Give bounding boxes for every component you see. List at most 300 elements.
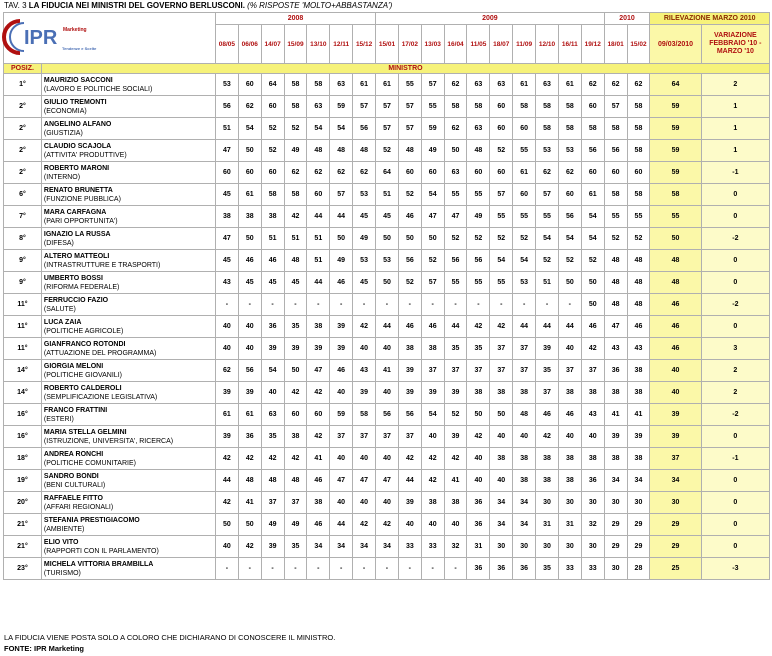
variation-cell: 0 bbox=[701, 184, 769, 206]
value-cell: 29 bbox=[627, 514, 650, 536]
minister-cell bbox=[41, 162, 215, 184]
value-cell: 34 bbox=[513, 492, 536, 514]
current-value-cell: 48 bbox=[650, 272, 701, 294]
value-cell: 58 bbox=[353, 404, 376, 426]
value-cell: 32 bbox=[444, 536, 467, 558]
value-cell: 39 bbox=[536, 338, 559, 360]
value-cell: 40 bbox=[490, 426, 513, 448]
variation-cell: 0 bbox=[701, 272, 769, 294]
value-cell: 40 bbox=[558, 338, 581, 360]
value-cell: 57 bbox=[376, 96, 399, 118]
value-cell: - bbox=[353, 558, 376, 580]
value-cell: 30 bbox=[604, 492, 627, 514]
value-cell: 51 bbox=[536, 272, 559, 294]
value-cell: 53 bbox=[215, 74, 238, 96]
value-cell: 54 bbox=[421, 184, 444, 206]
value-cell: 52 bbox=[558, 250, 581, 272]
date-header: 06/06 bbox=[238, 25, 261, 64]
value-cell: 34 bbox=[513, 514, 536, 536]
value-cell: 37 bbox=[490, 338, 513, 360]
value-cell: 48 bbox=[398, 140, 421, 162]
variation-cell: 1 bbox=[701, 140, 769, 162]
value-cell: 60 bbox=[581, 96, 604, 118]
value-cell: 34 bbox=[307, 536, 330, 558]
value-cell: 39 bbox=[284, 338, 307, 360]
value-cell: 58 bbox=[284, 74, 307, 96]
trust-table bbox=[3, 12, 770, 580]
current-value-cell: 37 bbox=[650, 448, 701, 470]
minister-cell bbox=[41, 294, 215, 316]
value-cell: 30 bbox=[536, 492, 559, 514]
value-cell: 39 bbox=[398, 382, 421, 404]
value-cell: 51 bbox=[284, 228, 307, 250]
value-cell: 35 bbox=[284, 316, 307, 338]
value-cell: 54 bbox=[490, 250, 513, 272]
value-cell: 46 bbox=[307, 470, 330, 492]
value-cell: 50 bbox=[444, 140, 467, 162]
minister-role: (SEMPLIFICAZIONE LEGISLATIVA) bbox=[43, 393, 158, 401]
value-cell: 41 bbox=[444, 470, 467, 492]
variation-header-line: VARIAZIONE bbox=[714, 32, 757, 40]
value-cell: 52 bbox=[513, 228, 536, 250]
minister-role: (ECONOMIA) bbox=[43, 107, 87, 115]
value-cell: - bbox=[261, 558, 284, 580]
minister-name: GIORGIA MELONI bbox=[43, 362, 104, 370]
minister-name: FRANCO FRATTINI bbox=[43, 406, 108, 414]
value-cell: 45 bbox=[353, 206, 376, 228]
value-cell: 44 bbox=[444, 316, 467, 338]
current-value-cell: 55 bbox=[650, 206, 701, 228]
value-cell: 40 bbox=[421, 514, 444, 536]
current-value-cell: 40 bbox=[650, 360, 701, 382]
value-cell: 48 bbox=[627, 294, 650, 316]
variation-cell: 3 bbox=[701, 338, 769, 360]
title-main: LA FIDUCIA NEI MINISTRI DEL GOVERNO BERLUSCONI. bbox=[28, 1, 245, 10]
minister-cell bbox=[41, 140, 215, 162]
value-cell: 38 bbox=[581, 382, 604, 404]
value-cell: - bbox=[490, 294, 513, 316]
variation-cell: 0 bbox=[701, 470, 769, 492]
value-cell: 37 bbox=[490, 360, 513, 382]
value-cell: 40 bbox=[215, 338, 238, 360]
minister-cell bbox=[41, 272, 215, 294]
date-header: 19/12 bbox=[581, 25, 604, 64]
value-cell: 39 bbox=[398, 492, 421, 514]
minister-role: (INTRASTRUTTURE E TRASPORTI) bbox=[43, 261, 161, 269]
value-cell: 31 bbox=[467, 536, 490, 558]
value-cell: - bbox=[536, 294, 559, 316]
value-cell: 40 bbox=[398, 514, 421, 536]
value-cell: 56 bbox=[558, 206, 581, 228]
year-2008: 2008 bbox=[215, 13, 375, 25]
value-cell: 37 bbox=[398, 426, 421, 448]
value-cell: 41 bbox=[307, 448, 330, 470]
value-cell: - bbox=[284, 294, 307, 316]
value-cell: 37 bbox=[261, 492, 284, 514]
value-cell: 60 bbox=[490, 162, 513, 184]
value-cell: 40 bbox=[376, 448, 399, 470]
value-cell: 39 bbox=[215, 426, 238, 448]
value-cell: 58 bbox=[558, 96, 581, 118]
table-row bbox=[4, 338, 770, 360]
value-cell: 44 bbox=[307, 272, 330, 294]
value-cell: 63 bbox=[536, 74, 559, 96]
minister-role: (DIFESA) bbox=[43, 239, 74, 247]
current-value-cell: 59 bbox=[650, 162, 701, 184]
value-cell: 39 bbox=[627, 426, 650, 448]
position-cell: 8° bbox=[4, 228, 42, 250]
value-cell: 40 bbox=[353, 448, 376, 470]
value-cell: 57 bbox=[353, 96, 376, 118]
value-cell: 38 bbox=[604, 382, 627, 404]
value-cell: 43 bbox=[215, 272, 238, 294]
value-cell: 49 bbox=[421, 140, 444, 162]
table-row bbox=[4, 382, 770, 404]
value-cell: 38 bbox=[284, 426, 307, 448]
value-cell: 55 bbox=[604, 206, 627, 228]
value-cell: 38 bbox=[215, 206, 238, 228]
date-header: 13/10 bbox=[307, 25, 330, 64]
value-cell: 52 bbox=[604, 228, 627, 250]
value-cell: 42 bbox=[353, 514, 376, 536]
value-cell: 38 bbox=[398, 338, 421, 360]
value-cell: 46 bbox=[398, 316, 421, 338]
value-cell: 39 bbox=[307, 338, 330, 360]
value-cell: 46 bbox=[307, 514, 330, 536]
date-header: 08/05 bbox=[215, 25, 238, 64]
value-cell: 38 bbox=[627, 360, 650, 382]
minister-name: SANDRO BONDI bbox=[43, 472, 99, 480]
value-cell: 51 bbox=[307, 228, 330, 250]
value-cell: 62 bbox=[558, 162, 581, 184]
variation-cell: 0 bbox=[701, 492, 769, 514]
value-cell: 38 bbox=[558, 448, 581, 470]
value-cell: 38 bbox=[558, 470, 581, 492]
value-cell: - bbox=[513, 294, 536, 316]
value-cell: 62 bbox=[215, 360, 238, 382]
value-cell: 42 bbox=[444, 448, 467, 470]
value-cell: 46 bbox=[421, 316, 444, 338]
current-date-header: 09/03/2010 bbox=[650, 25, 701, 64]
value-cell: 56 bbox=[444, 250, 467, 272]
minister-cell bbox=[41, 514, 215, 536]
value-cell: 57 bbox=[376, 118, 399, 140]
title-prefix: TAV. 3 bbox=[4, 1, 27, 10]
minister-role: (LAVORO E POLITICHE SOCIALI) bbox=[43, 85, 153, 93]
value-cell: 40 bbox=[467, 448, 490, 470]
value-cell: 32 bbox=[581, 514, 604, 536]
minister-cell bbox=[41, 96, 215, 118]
table-row bbox=[4, 184, 770, 206]
value-cell: 35 bbox=[444, 338, 467, 360]
minister-role: (ESTERI) bbox=[43, 415, 74, 423]
minister-cell bbox=[41, 426, 215, 448]
date-header: 12/10 bbox=[536, 25, 559, 64]
current-value-cell: 46 bbox=[650, 338, 701, 360]
value-cell: 63 bbox=[307, 96, 330, 118]
date-header: 15/02 bbox=[627, 25, 650, 64]
value-cell: 55 bbox=[627, 206, 650, 228]
current-value-cell: 58 bbox=[650, 184, 701, 206]
value-cell: 63 bbox=[490, 74, 513, 96]
value-cell: 57 bbox=[398, 118, 421, 140]
date-header: 18/01 bbox=[604, 25, 627, 64]
value-cell: 52 bbox=[444, 404, 467, 426]
value-cell: 52 bbox=[261, 140, 284, 162]
minister-name: GIANFRANCO ROTONDI bbox=[43, 340, 126, 348]
date-header: 16/11 bbox=[558, 25, 581, 64]
value-cell: 59 bbox=[330, 96, 353, 118]
value-cell: 62 bbox=[307, 162, 330, 184]
value-cell: 45 bbox=[215, 250, 238, 272]
year-2010: 2010 bbox=[604, 13, 650, 25]
value-cell: 42 bbox=[490, 316, 513, 338]
value-cell: 50 bbox=[467, 404, 490, 426]
value-cell: 37 bbox=[536, 382, 559, 404]
ipr-logo bbox=[6, 16, 97, 56]
value-cell: 50 bbox=[376, 228, 399, 250]
value-cell: 57 bbox=[330, 184, 353, 206]
table-row bbox=[4, 316, 770, 338]
value-cell: 52 bbox=[627, 228, 650, 250]
value-cell: 28 bbox=[627, 558, 650, 580]
value-cell: 50 bbox=[330, 228, 353, 250]
minister-cell bbox=[41, 558, 215, 580]
value-cell: 34 bbox=[353, 536, 376, 558]
value-cell: 51 bbox=[215, 118, 238, 140]
value-cell: 45 bbox=[238, 272, 261, 294]
value-cell: 46 bbox=[627, 316, 650, 338]
value-cell: 62 bbox=[444, 74, 467, 96]
date-header: 18/07 bbox=[490, 25, 513, 64]
position-cell: 14° bbox=[4, 360, 42, 382]
minister-cell bbox=[41, 382, 215, 404]
minister-name: ROBERTO MARONI bbox=[43, 164, 110, 172]
value-cell: - bbox=[284, 558, 307, 580]
table-row bbox=[4, 470, 770, 492]
minister-cell bbox=[41, 338, 215, 360]
minister-name: ELIO VITO bbox=[43, 538, 79, 546]
value-cell: 57 bbox=[536, 184, 559, 206]
value-cell: 39 bbox=[353, 382, 376, 404]
value-cell: 39 bbox=[330, 338, 353, 360]
value-cell: 58 bbox=[261, 184, 284, 206]
minister-role: (POLITICHE GIOVANILI) bbox=[43, 371, 122, 379]
table-row bbox=[4, 492, 770, 514]
value-cell: 51 bbox=[376, 184, 399, 206]
value-cell: 60 bbox=[581, 162, 604, 184]
footer-note: LA FIDUCIA VIENE POSTA SOLO A COLORO CHE DICHIARANO DI CONOSCERE IL MINISTRO. bbox=[4, 633, 336, 642]
value-cell: 61 bbox=[376, 74, 399, 96]
minister-cell bbox=[41, 118, 215, 140]
value-cell: 36 bbox=[581, 470, 604, 492]
logo-brand: IPR bbox=[24, 27, 58, 49]
value-cell: 55 bbox=[513, 206, 536, 228]
value-cell: 42 bbox=[467, 426, 490, 448]
value-cell: 30 bbox=[513, 536, 536, 558]
value-cell: 56 bbox=[467, 250, 490, 272]
value-cell: 46 bbox=[330, 360, 353, 382]
value-cell: 60 bbox=[307, 404, 330, 426]
value-cell: 52 bbox=[467, 228, 490, 250]
value-cell: 60 bbox=[513, 118, 536, 140]
current-value-cell: 46 bbox=[650, 294, 701, 316]
value-cell: 64 bbox=[376, 162, 399, 184]
variation-header-line: FEBBRAIO '10 - bbox=[709, 40, 762, 48]
position-cell: 11° bbox=[4, 316, 42, 338]
value-cell: 44 bbox=[398, 470, 421, 492]
variation-cell: 0 bbox=[701, 426, 769, 448]
current-value-cell: 30 bbox=[650, 492, 701, 514]
value-cell: 51 bbox=[307, 250, 330, 272]
value-cell: 62 bbox=[238, 96, 261, 118]
value-cell: 38 bbox=[627, 448, 650, 470]
rilevazione-label: RILEVAZIONE MARZO 2010 bbox=[650, 13, 770, 25]
title-note: (% RISPOSTE 'MOLTO+ABBASTANZA') bbox=[247, 1, 393, 10]
value-cell: 54 bbox=[581, 228, 604, 250]
value-cell: 50 bbox=[238, 228, 261, 250]
value-cell: 46 bbox=[536, 404, 559, 426]
minister-role: (ISTRUZIONE, UNIVERSITA', RICERCA) bbox=[43, 437, 174, 445]
value-cell: 58 bbox=[284, 184, 307, 206]
value-cell: 61 bbox=[215, 404, 238, 426]
minister-role: (RAPPORTI CON IL PARLAMENTO) bbox=[43, 547, 159, 555]
value-cell: 35 bbox=[536, 360, 559, 382]
value-cell: 44 bbox=[215, 470, 238, 492]
value-cell: 42 bbox=[261, 448, 284, 470]
logo-tagline: Tendenze e Scelte bbox=[62, 46, 97, 51]
value-cell: 46 bbox=[238, 250, 261, 272]
value-cell: 40 bbox=[238, 316, 261, 338]
value-cell: 39 bbox=[330, 316, 353, 338]
value-cell: 60 bbox=[558, 184, 581, 206]
value-cell: 55 bbox=[513, 140, 536, 162]
value-cell: 49 bbox=[467, 206, 490, 228]
value-cell: 36 bbox=[513, 558, 536, 580]
value-cell: 38 bbox=[627, 382, 650, 404]
value-cell: 48 bbox=[604, 250, 627, 272]
value-cell: 54 bbox=[238, 118, 261, 140]
value-cell: 35 bbox=[536, 558, 559, 580]
variation-cell: 0 bbox=[701, 206, 769, 228]
value-cell: - bbox=[444, 558, 467, 580]
date-header: 15/12 bbox=[353, 25, 376, 64]
value-cell: 40 bbox=[261, 382, 284, 404]
current-value-cell: 39 bbox=[650, 426, 701, 448]
value-cell: 42 bbox=[398, 448, 421, 470]
value-cell: - bbox=[215, 294, 238, 316]
minister-cell bbox=[41, 360, 215, 382]
current-value-cell: 39 bbox=[650, 404, 701, 426]
current-value-cell: 59 bbox=[650, 96, 701, 118]
value-cell: 43 bbox=[353, 360, 376, 382]
minister-name: IGNAZIO LA RUSSA bbox=[43, 230, 111, 238]
value-cell: 57 bbox=[604, 96, 627, 118]
value-cell: 45 bbox=[261, 272, 284, 294]
value-cell: 38 bbox=[581, 448, 604, 470]
current-value-cell: 59 bbox=[650, 118, 701, 140]
value-cell: 46 bbox=[398, 206, 421, 228]
value-cell: 40 bbox=[330, 448, 353, 470]
minister-cell bbox=[41, 536, 215, 558]
value-cell: 58 bbox=[513, 96, 536, 118]
value-cell: 35 bbox=[467, 338, 490, 360]
value-cell: - bbox=[398, 294, 421, 316]
value-cell: 63 bbox=[444, 162, 467, 184]
value-cell: 39 bbox=[444, 382, 467, 404]
value-cell: 45 bbox=[353, 272, 376, 294]
value-cell: 30 bbox=[490, 536, 513, 558]
table-row bbox=[4, 426, 770, 448]
value-cell: 61 bbox=[238, 404, 261, 426]
value-cell: 42 bbox=[307, 426, 330, 448]
value-cell: 53 bbox=[353, 250, 376, 272]
value-cell: 35 bbox=[261, 426, 284, 448]
value-cell: 33 bbox=[421, 536, 444, 558]
value-cell: 38 bbox=[490, 382, 513, 404]
minister-name: RAFFAELE FITTO bbox=[43, 494, 103, 502]
value-cell: 57 bbox=[421, 74, 444, 96]
value-cell: 55 bbox=[490, 206, 513, 228]
value-cell: 29 bbox=[604, 514, 627, 536]
minister-role: (INTERNO) bbox=[43, 173, 81, 181]
current-value-cell: 46 bbox=[650, 316, 701, 338]
value-cell: 52 bbox=[490, 140, 513, 162]
variation-cell: 0 bbox=[701, 536, 769, 558]
variation-header-line: MARZO '10 bbox=[716, 48, 754, 56]
current-value-cell: 25 bbox=[650, 558, 701, 580]
value-cell: 61 bbox=[353, 74, 376, 96]
value-cell: 61 bbox=[238, 184, 261, 206]
minister-name: ROBERTO CALDEROLI bbox=[43, 384, 122, 392]
table-row bbox=[4, 558, 770, 580]
value-cell: 58 bbox=[604, 184, 627, 206]
position-cell: 11° bbox=[4, 294, 42, 316]
pos-header: POSIZ. bbox=[4, 64, 42, 74]
value-cell: 41 bbox=[627, 404, 650, 426]
current-value-cell: 29 bbox=[650, 514, 701, 536]
minister-cell bbox=[41, 74, 215, 96]
variation-cell: 0 bbox=[701, 316, 769, 338]
value-cell: 30 bbox=[558, 536, 581, 558]
value-cell: 31 bbox=[536, 514, 559, 536]
value-cell: - bbox=[558, 294, 581, 316]
value-cell: 62 bbox=[284, 162, 307, 184]
value-cell: 44 bbox=[536, 316, 559, 338]
value-cell: 54 bbox=[261, 360, 284, 382]
value-cell: 39 bbox=[604, 426, 627, 448]
value-cell: 37 bbox=[581, 360, 604, 382]
value-cell: 29 bbox=[627, 536, 650, 558]
minister-role: (GIUSTIZIA) bbox=[43, 129, 83, 137]
value-cell: 36 bbox=[467, 558, 490, 580]
value-cell: 42 bbox=[238, 448, 261, 470]
value-cell: 48 bbox=[627, 272, 650, 294]
value-cell: 38 bbox=[307, 316, 330, 338]
value-cell: 40 bbox=[215, 536, 238, 558]
value-cell: 42 bbox=[215, 448, 238, 470]
value-cell: 48 bbox=[353, 140, 376, 162]
value-cell: 37 bbox=[513, 360, 536, 382]
value-cell: 40 bbox=[421, 426, 444, 448]
value-cell: 36 bbox=[467, 492, 490, 514]
variation-cell: -1 bbox=[701, 448, 769, 470]
position-cell: 18° bbox=[4, 448, 42, 470]
value-cell: 40 bbox=[376, 338, 399, 360]
value-cell: 55 bbox=[467, 272, 490, 294]
date-header: 15/01 bbox=[376, 25, 399, 64]
value-cell: 41 bbox=[604, 404, 627, 426]
